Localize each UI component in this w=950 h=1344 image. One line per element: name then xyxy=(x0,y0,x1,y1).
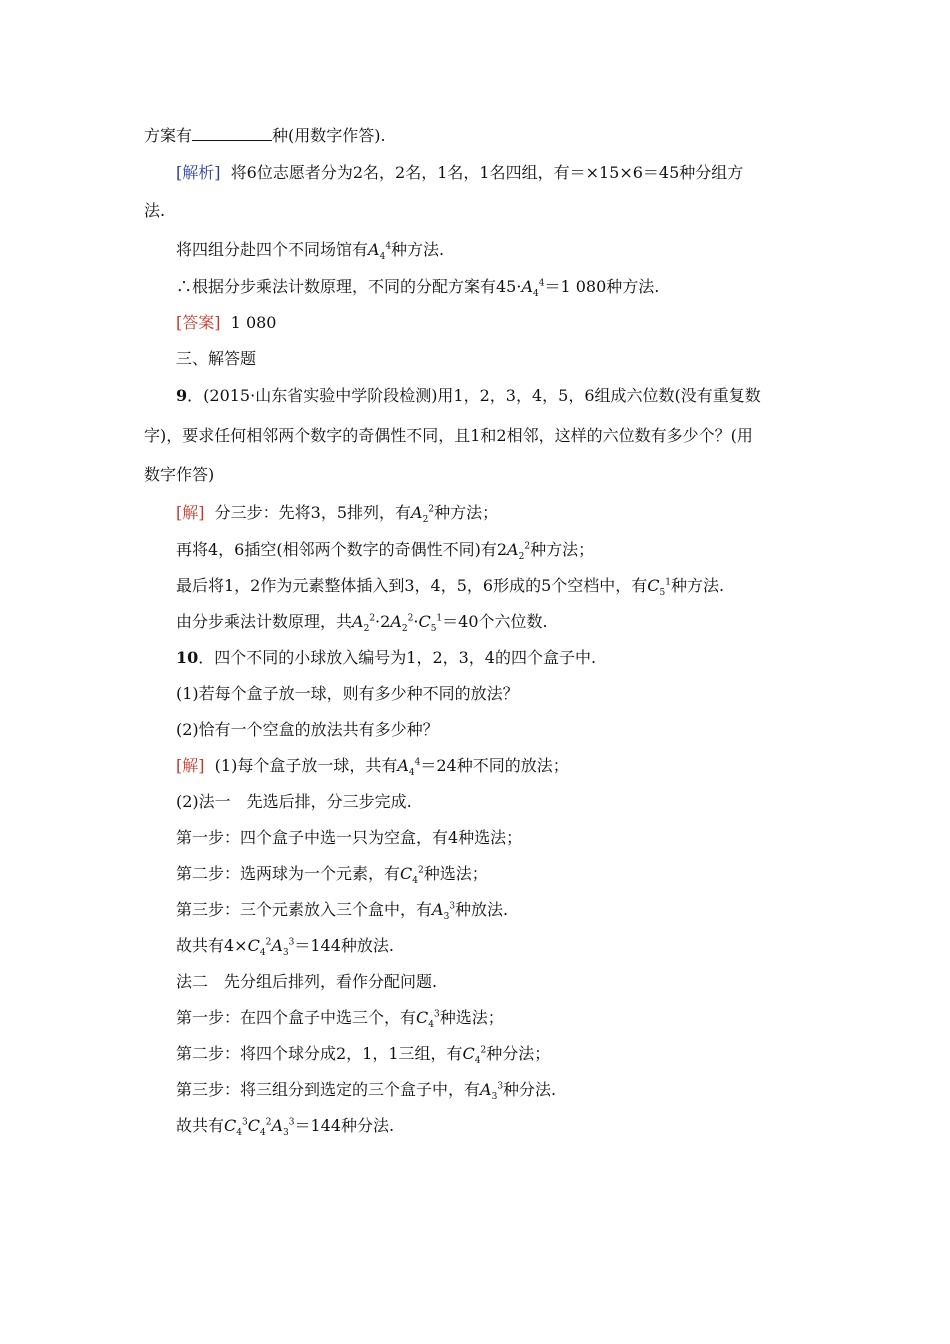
q10-text: 法二 先分组后排列，看作分配问题. xyxy=(176,972,438,991)
math-sup: 3 xyxy=(434,1009,440,1020)
q9-text: 再将4，6插空(相邻两个数字的奇偶性不同)有2 xyxy=(176,540,508,559)
math-symbol: C xyxy=(224,1116,237,1135)
math-sub: 3 xyxy=(283,1128,289,1139)
math-sup: 1 xyxy=(665,577,671,588)
q10-text: 第三步：三个元素放入三个盒中，有 xyxy=(176,900,433,919)
q9-line1 xyxy=(176,386,761,406)
math-sub: 4 xyxy=(259,1128,266,1139)
math-symbol: A xyxy=(411,503,423,522)
q10-line1 xyxy=(176,648,596,668)
q10-m2-step2 xyxy=(176,1044,551,1067)
section-title: 三、解答题 xyxy=(176,349,257,368)
q8-line4 xyxy=(176,277,660,300)
math-symbol: A xyxy=(397,756,409,775)
math-symbol: C xyxy=(400,864,413,883)
math-sup: 4 xyxy=(414,757,421,768)
q9-text: 分三步：先将3，5排列，有 xyxy=(214,503,412,522)
math-sub: 3 xyxy=(443,912,450,923)
math-sup: 2 xyxy=(369,613,376,624)
intro-suffix: 种(用数字作答). xyxy=(272,126,386,145)
q10-text: ＝24种不同的放法； xyxy=(420,756,569,775)
section-heading xyxy=(176,349,256,369)
math-sup: 2 xyxy=(265,1117,272,1128)
q10-text: 故共有 xyxy=(176,1116,225,1135)
math-sub: 4 xyxy=(412,876,418,887)
q10-m1-total xyxy=(176,936,394,959)
math-symbol: A xyxy=(480,1080,492,1099)
question-number: 10 xyxy=(176,648,199,667)
q9-text: 种方法； xyxy=(530,540,595,559)
q10-text: (1)若每个盒子放一球，则有多少种不同的放法？ xyxy=(176,684,519,703)
q8-line3 xyxy=(176,240,445,263)
math-sup: 2 xyxy=(480,1045,487,1056)
q10-m1-step3 xyxy=(176,900,509,923)
math-sup: 2 xyxy=(524,541,531,552)
q10-text: 第二步：将四个球分成2，1，1三组，有 xyxy=(176,1044,463,1063)
math-sub: 5 xyxy=(430,624,437,635)
math-symbol: C xyxy=(462,1044,475,1063)
math-sub: 4 xyxy=(533,289,539,300)
math-symbol: C xyxy=(416,1008,429,1027)
solution-tag: [解] xyxy=(176,503,205,522)
math-sup: 1 xyxy=(436,613,443,624)
math-symbol: A xyxy=(432,900,444,919)
q10-text: 第三步：将三组分到选定的三个盒子中，有 xyxy=(176,1080,481,1099)
math-sub: 4 xyxy=(259,948,266,959)
q10-text: (1)每个盒子放一球，共有 xyxy=(214,756,398,775)
math-symbol: A xyxy=(390,612,402,631)
math-symbol: C xyxy=(247,1116,260,1135)
math-sup: 3 xyxy=(288,937,295,948)
math-sub: 3 xyxy=(282,948,289,959)
q8-text: 将6位志愿者分为2名，2名，1名，1名四组，有＝×15×6＝45种分组方 xyxy=(230,163,744,182)
math-sub: 4 xyxy=(236,1128,242,1139)
q10-text: (2)恰有一个空盒的放法共有多少种？ xyxy=(176,720,439,739)
q10-text: 种分法. xyxy=(503,1080,557,1099)
q10-text: 第一步：在四个盒子中选三个，有 xyxy=(176,1008,417,1027)
answer-tag: [答案] xyxy=(176,313,221,332)
math-sup: 2 xyxy=(265,937,272,948)
math-sup: 2 xyxy=(428,504,435,515)
math-symbol: A xyxy=(521,277,534,296)
math-sub: 2 xyxy=(363,624,370,635)
math-symbol: A xyxy=(368,240,380,259)
math-symbol: A xyxy=(271,1116,284,1135)
q9-line2 xyxy=(144,426,753,446)
q10-text: ．四个不同的小球放入编号为1，2，3，4的四个盒子中. xyxy=(198,648,597,667)
q8-answer-line xyxy=(176,313,276,333)
q8-text: 法. xyxy=(144,201,166,220)
math-sup: 4 xyxy=(385,241,392,252)
math-sup: 3 xyxy=(449,901,456,912)
math-symbol: A xyxy=(352,612,364,631)
math-symbol: A xyxy=(271,936,283,955)
q10-text: 种选法； xyxy=(439,1008,504,1027)
analysis-tag: [解析] xyxy=(176,163,221,182)
math-sub: 4 xyxy=(379,252,386,263)
math-sup: 3 xyxy=(288,1117,295,1128)
q9-text: 数字作答) xyxy=(144,465,215,484)
math-sub: 3 xyxy=(491,1092,498,1103)
q8-text: ＝1 080种方法. xyxy=(544,277,660,296)
q8-analysis-line xyxy=(176,163,743,183)
q10-text: 故共有4× xyxy=(176,936,248,955)
q9-line3 xyxy=(144,465,214,485)
math-sub: 2 xyxy=(518,552,525,563)
math-symbol: C xyxy=(647,576,660,595)
math-sub: 4 xyxy=(474,1056,481,1067)
q10-text: 种分法； xyxy=(486,1044,551,1063)
q9-text: 最后将1，2作为元素整体插入到3，4，5，6形成的5个空档中，有 xyxy=(176,576,648,595)
math-sub: 5 xyxy=(659,588,666,599)
q10-m2-step1 xyxy=(176,1008,504,1031)
q9-sol-line3 xyxy=(176,576,725,599)
q9-text: ．(2015·山东省实验中学阶段检测)用1，2，3，4，5，6组成六位数(没有重复数 xyxy=(187,386,761,405)
math-symbol: C xyxy=(247,936,260,955)
solution-tag: [解] xyxy=(176,756,205,775)
q9-text: 种方法. xyxy=(670,576,725,595)
math-sup: 2 xyxy=(407,613,414,624)
q10-m2-step3 xyxy=(176,1080,557,1103)
q10-part1 xyxy=(176,684,519,704)
q10-text: ＝144种放法. xyxy=(294,936,394,955)
q8-text: 种方法. xyxy=(391,240,445,259)
q10-sol-line1 xyxy=(176,756,569,779)
q10-m1-step1 xyxy=(176,828,522,848)
math-sub: 2 xyxy=(401,624,408,635)
q9-sol-line4 xyxy=(176,612,548,635)
q10-text: ＝144种分法. xyxy=(294,1116,395,1135)
math-symbol: A xyxy=(507,540,519,559)
answer-blank xyxy=(192,126,272,141)
math-sup: 3 xyxy=(497,1081,504,1092)
q10-part2 xyxy=(176,720,439,740)
math-sup: 3 xyxy=(242,1117,248,1128)
answer-value: 1 080 xyxy=(230,313,277,332)
q9-text: · xyxy=(413,612,419,631)
q8-line2 xyxy=(144,201,165,221)
q9-text: 由分步乘法计数原理，共 xyxy=(176,612,353,631)
q10-text: 第一步：四个盒子中选一只为空盒，有4种选法； xyxy=(176,828,523,847)
q10-sol-line2 xyxy=(176,792,412,812)
math-sub: 4 xyxy=(408,768,415,779)
q10-text: 第二步：选两球为一个元素，有 xyxy=(176,864,401,883)
q8-text: ∴根据分步乘法计数原理，不同的分配方案有45· xyxy=(176,277,522,296)
q10-text: 种放法. xyxy=(455,900,509,919)
intro-prefix: 方案有 xyxy=(144,126,193,145)
question-number: 9 xyxy=(176,386,188,405)
q10-m1-step2 xyxy=(176,864,488,887)
q9-sol-line1 xyxy=(176,503,499,526)
math-sub: 4 xyxy=(428,1020,434,1031)
math-sub: 2 xyxy=(422,515,429,526)
q10-text: 种选法； xyxy=(423,864,488,883)
q9-text: 种方法； xyxy=(434,503,499,522)
q9-sol-line2 xyxy=(176,540,595,563)
q9-text: ·2 xyxy=(375,612,391,631)
intro-line xyxy=(144,126,386,146)
q9-text: 字)，要求任何相邻两个数字的奇偶性不同，且1和2相邻，这样的六位数有多少个？(用 xyxy=(144,426,753,445)
q8-text: 将四组分赴四个不同场馆有 xyxy=(176,240,369,259)
math-sup: 4 xyxy=(538,278,545,289)
math-symbol: C xyxy=(418,612,431,631)
math-sup: 2 xyxy=(418,865,424,876)
q10-text: (2)法一 先选后排，分三步完成. xyxy=(176,792,412,811)
q10-m2-total xyxy=(176,1116,395,1139)
q10-m2 xyxy=(176,972,437,992)
q9-text: ＝40个六位数. xyxy=(442,612,548,631)
